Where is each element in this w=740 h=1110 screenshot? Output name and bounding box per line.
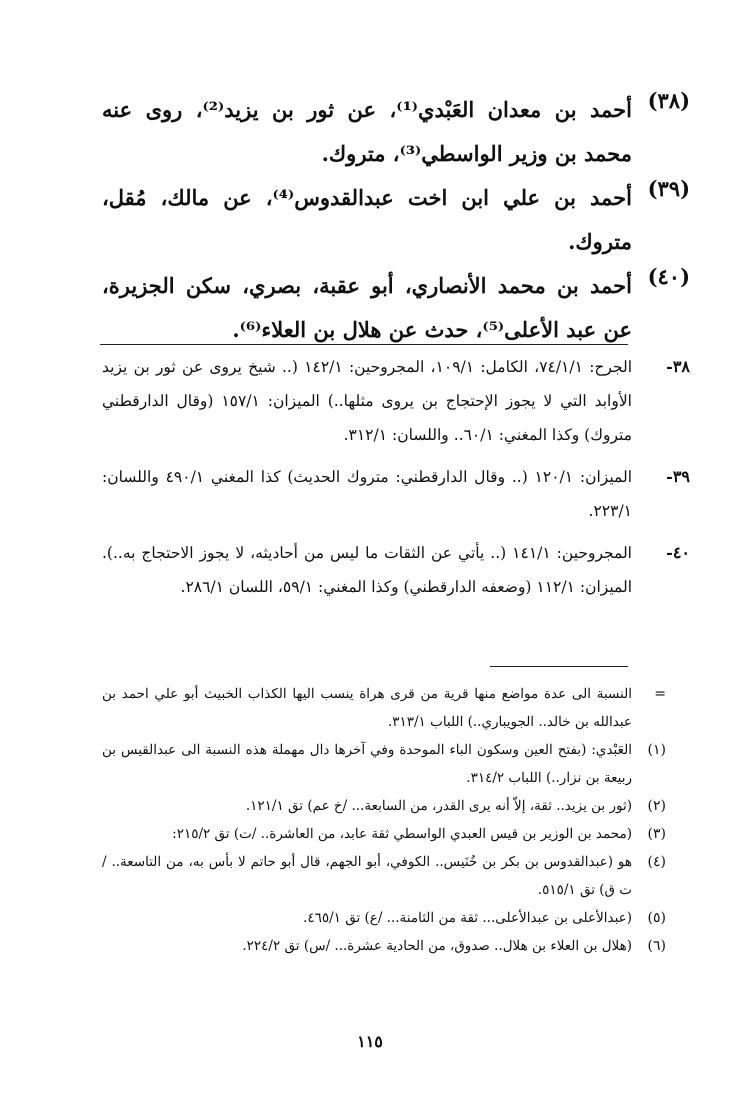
source-text: المجروحين: ١٤١/١ (.. يأتي عن الثقات ما ليس من أحاديثه، لا يجوز الاحتجاج به..). الميزان: ١١٢/١ (وضعفه الدارقطني) وكذا المغني: ٥٩/١، اللسان ٢٨٦/١. [102, 544, 632, 596]
footnote-continuation [102, 680, 666, 736]
entry-number: (٣٩) [647, 176, 690, 201]
footnote-marker: (٦) [647, 938, 666, 954]
footnote-text: النسبة الى عدة مواضع منها قرية من قرى هراة ينسب اليها الكذاب الخبيث أبو علي احمد بن عبدالله بن خالد.. الجويباري..) اللباب ٣١٣/١. [102, 686, 632, 730]
footnote-marker: (٤) [647, 854, 666, 870]
footnote-marker: (٣) [647, 826, 666, 842]
entry-text: أحمد بن معدان العَبْدي⁽¹⁾، عن ثور بن يزيد⁽²⁾، روى عنه محمد بن وزير الواسطي⁽³⁾، متروك. [102, 97, 632, 166]
footnote-marker: (١) [647, 742, 666, 758]
footnote-text: العَبْدي: (بفتح العين وسكون الباء الموحدة وفي آخرها دال مهملة هذه النسبة الى عبدالقيس بن ربيعة بن نزار..) اللباب ٣١٤/٢. [102, 742, 632, 786]
footnote-5 [102, 904, 666, 932]
footnote-marker: = [654, 686, 666, 702]
footnote-marker: (٥) [647, 910, 666, 926]
source-references [102, 350, 690, 612]
source-number: ٣٨- [666, 357, 690, 376]
entry-text: أحمد بن علي ابن اخت عبدالقدوس⁽⁴⁾، عن مالك، مُقل، متروك. [102, 185, 632, 254]
footnote-text: (محمد بن الوزير بن قيس العبدي الواسطي ثقة عابد، من العاشرة.. /ت) تق ٢١٥/٢: [172, 826, 632, 842]
footnote-marker: (٢) [647, 798, 666, 814]
footnote-2 [102, 792, 666, 820]
footnote-text: (ثور بن يزيد.. ثقة، إلاّ أنه يرى القدر، من السابعة... /خ عم) تق ١٢١/١. [245, 798, 632, 814]
footnote-1 [102, 736, 666, 792]
source-38 [102, 350, 690, 452]
footnote-text: (هلال بن العلاء بن هلال.. صدوق، من الحادية عشرة... /س) تق ٢٢٤/٢. [242, 938, 632, 954]
narrator-entries [102, 88, 690, 352]
source-39 [102, 460, 690, 528]
entry-38 [102, 88, 690, 176]
entry-number: (٤٠) [647, 264, 690, 289]
source-text: الجرح: ٧٤/١/١، الكامل: ١٠٩/١، المجروحين: ١٤٢/١ (.. شيخ يروى عن ثور بن يزيد الأوابد التي لا يجوز الإحتجاج بن يروى مثلها..) الميزان: ١٥٧/١ (وقال الدارقطني متروك) وكذا المغني: ٦٠/١.. واللسان: ٣١٢/١. [102, 358, 633, 444]
separator-rule-top [100, 344, 628, 345]
entry-number: (٣٨) [647, 88, 690, 113]
entry-text: أحمد بن محمد الأنصاري، أبو عقبة، بصري، سكن الجزيرة، عن عبد الأعلى⁽⁵⁾، حدث عن هلال بن العلاء⁽⁶⁾. [102, 273, 632, 342]
footnote-4 [102, 848, 666, 904]
footnote-text: هو (عبدالقدوس بن بكر بن خُنَيس.. الكوفي، أبو الجهم، قال أبو حاتم لا بأس به، من التاسعة.. /ت ق) تق ٥١٥/١. [102, 854, 632, 898]
footnotes [102, 680, 666, 960]
footnote-3 [102, 820, 666, 848]
source-number: ٤٠- [666, 543, 690, 562]
footnote-text: (عبدالأعلى بن عبدالأعلى... ثقة من الثامنة... /ع) تق ٤٦٥/١. [303, 910, 632, 926]
entry-39 [102, 176, 690, 264]
source-text: الميزان: ١٢٠/١ (.. وقال الدارقطني: متروك الحديث) كذا المغني ٤٩٠/١ واللسان: ٢٢٣/١. [102, 468, 632, 520]
page-number: ١١٥ [357, 1032, 383, 1051]
source-40 [102, 536, 690, 604]
separator-rule-bottom [490, 666, 628, 667]
entry-40 [102, 264, 690, 352]
footnote-6 [102, 932, 666, 960]
source-number: ٣٩- [666, 467, 690, 486]
